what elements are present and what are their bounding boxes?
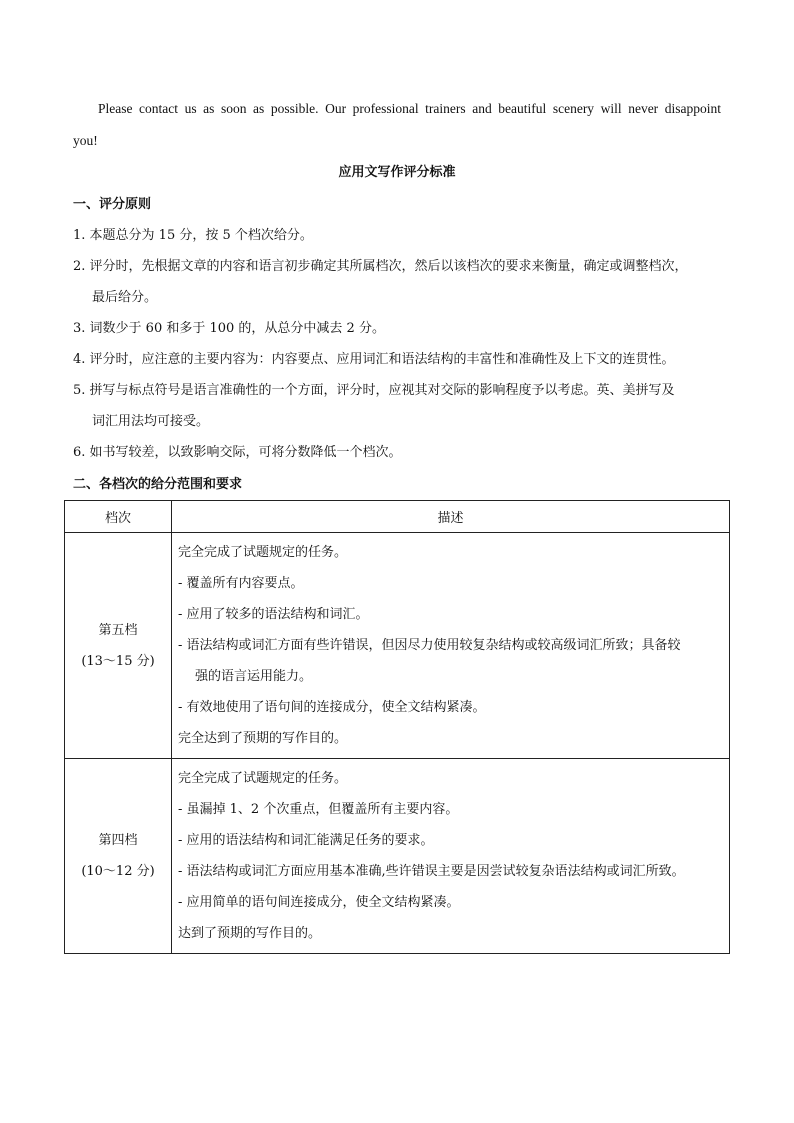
description-line: 强的语言运用能力。 <box>195 669 313 684</box>
table-row <box>65 759 730 954</box>
level-score-range: (10～12 分) <box>81 864 155 879</box>
description-cell <box>172 533 730 759</box>
principle-item-2: 2. 评分时，先根据文章的内容和语言初步确定其所属档次，然后以该档次的要求来衡量，确定或调整档次， <box>73 259 688 274</box>
table-row <box>65 533 730 759</box>
description-line: 完全完成了试题规定的任务。 <box>178 771 348 786</box>
description-cell <box>172 759 730 954</box>
header-description: 描述 <box>172 501 730 533</box>
description-line: - 应用了较多的语法结构和词汇。 <box>178 607 369 622</box>
description-line: 完全达到了预期的写作目的。 <box>178 731 348 746</box>
principle-item-4: 4. 评分时，应注意的主要内容为：内容要点、应用词汇和语法结构的丰富性和准确性及上下文的连贯性。 <box>73 352 675 367</box>
section-heading-levels: 二、各档次的给分范围和要求 <box>73 477 243 492</box>
level-cell <box>65 759 172 954</box>
principle-item-1: 1. 本题总分为 15 分，按 5 个档次给分。 <box>73 228 313 243</box>
description-line: - 语法结构或词汇方面有些许错误，但因尽力使用较复杂结构或较高级词汇所致；具备较 <box>178 638 681 653</box>
level-score-range: (13～15 分) <box>81 653 155 669</box>
principle-item-5-continued: 词汇用法均可接受。 <box>92 414 210 429</box>
principle-item-5: 5. 拼写与标点符号是语言准确性的一个方面，评分时，应视其对交际的影响程度予以考虑。英、美拼写及 <box>73 383 675 398</box>
principle-item-2-continued: 最后给分。 <box>92 290 158 305</box>
level-cell <box>65 533 172 759</box>
description-line: - 语法结构或词汇方面应用基本准确,些许错误主要是因尝试较复杂语法结构或词汇所致。 <box>178 864 685 879</box>
principle-item-6: 6. 如书写较差，以致影响交际，可将分数降低一个档次。 <box>73 445 402 460</box>
intro-paragraph-line-2: you! <box>73 133 98 148</box>
description-line: 达到了预期的写作目的。 <box>178 926 322 941</box>
section-heading-principles: 一、评分原则 <box>73 197 152 212</box>
document-title: 应用文写作评分标准 <box>338 165 456 180</box>
principle-item-3: 3. 词数少于 60 和多于 100 的，从总分中减去 2 分。 <box>73 321 385 336</box>
intro-paragraph-line-1: Please contact us as soon as possible. Our professional trainers and beautiful scenery will never disappoint <box>98 101 721 116</box>
table-header-row <box>65 501 730 533</box>
description-line: - 应用的语法结构和词汇能满足任务的要求。 <box>178 833 434 848</box>
description-line: - 有效地使用了语句间的连接成分，使全文结构紧凑。 <box>178 700 486 715</box>
description-line: - 虽漏掉 1、2 个次重点，但覆盖所有主要内容。 <box>178 802 459 817</box>
header-level: 档次 <box>65 501 172 533</box>
description-line: - 覆盖所有内容要点。 <box>178 576 304 591</box>
description-line: - 应用简单的语句间连接成分，使全文结构紧凑。 <box>178 895 460 910</box>
grading-table <box>64 500 730 954</box>
description-line: 完全完成了试题规定的任务。 <box>178 545 348 560</box>
level-name: 第五档 <box>98 622 138 638</box>
level-name: 第四档 <box>98 833 138 848</box>
